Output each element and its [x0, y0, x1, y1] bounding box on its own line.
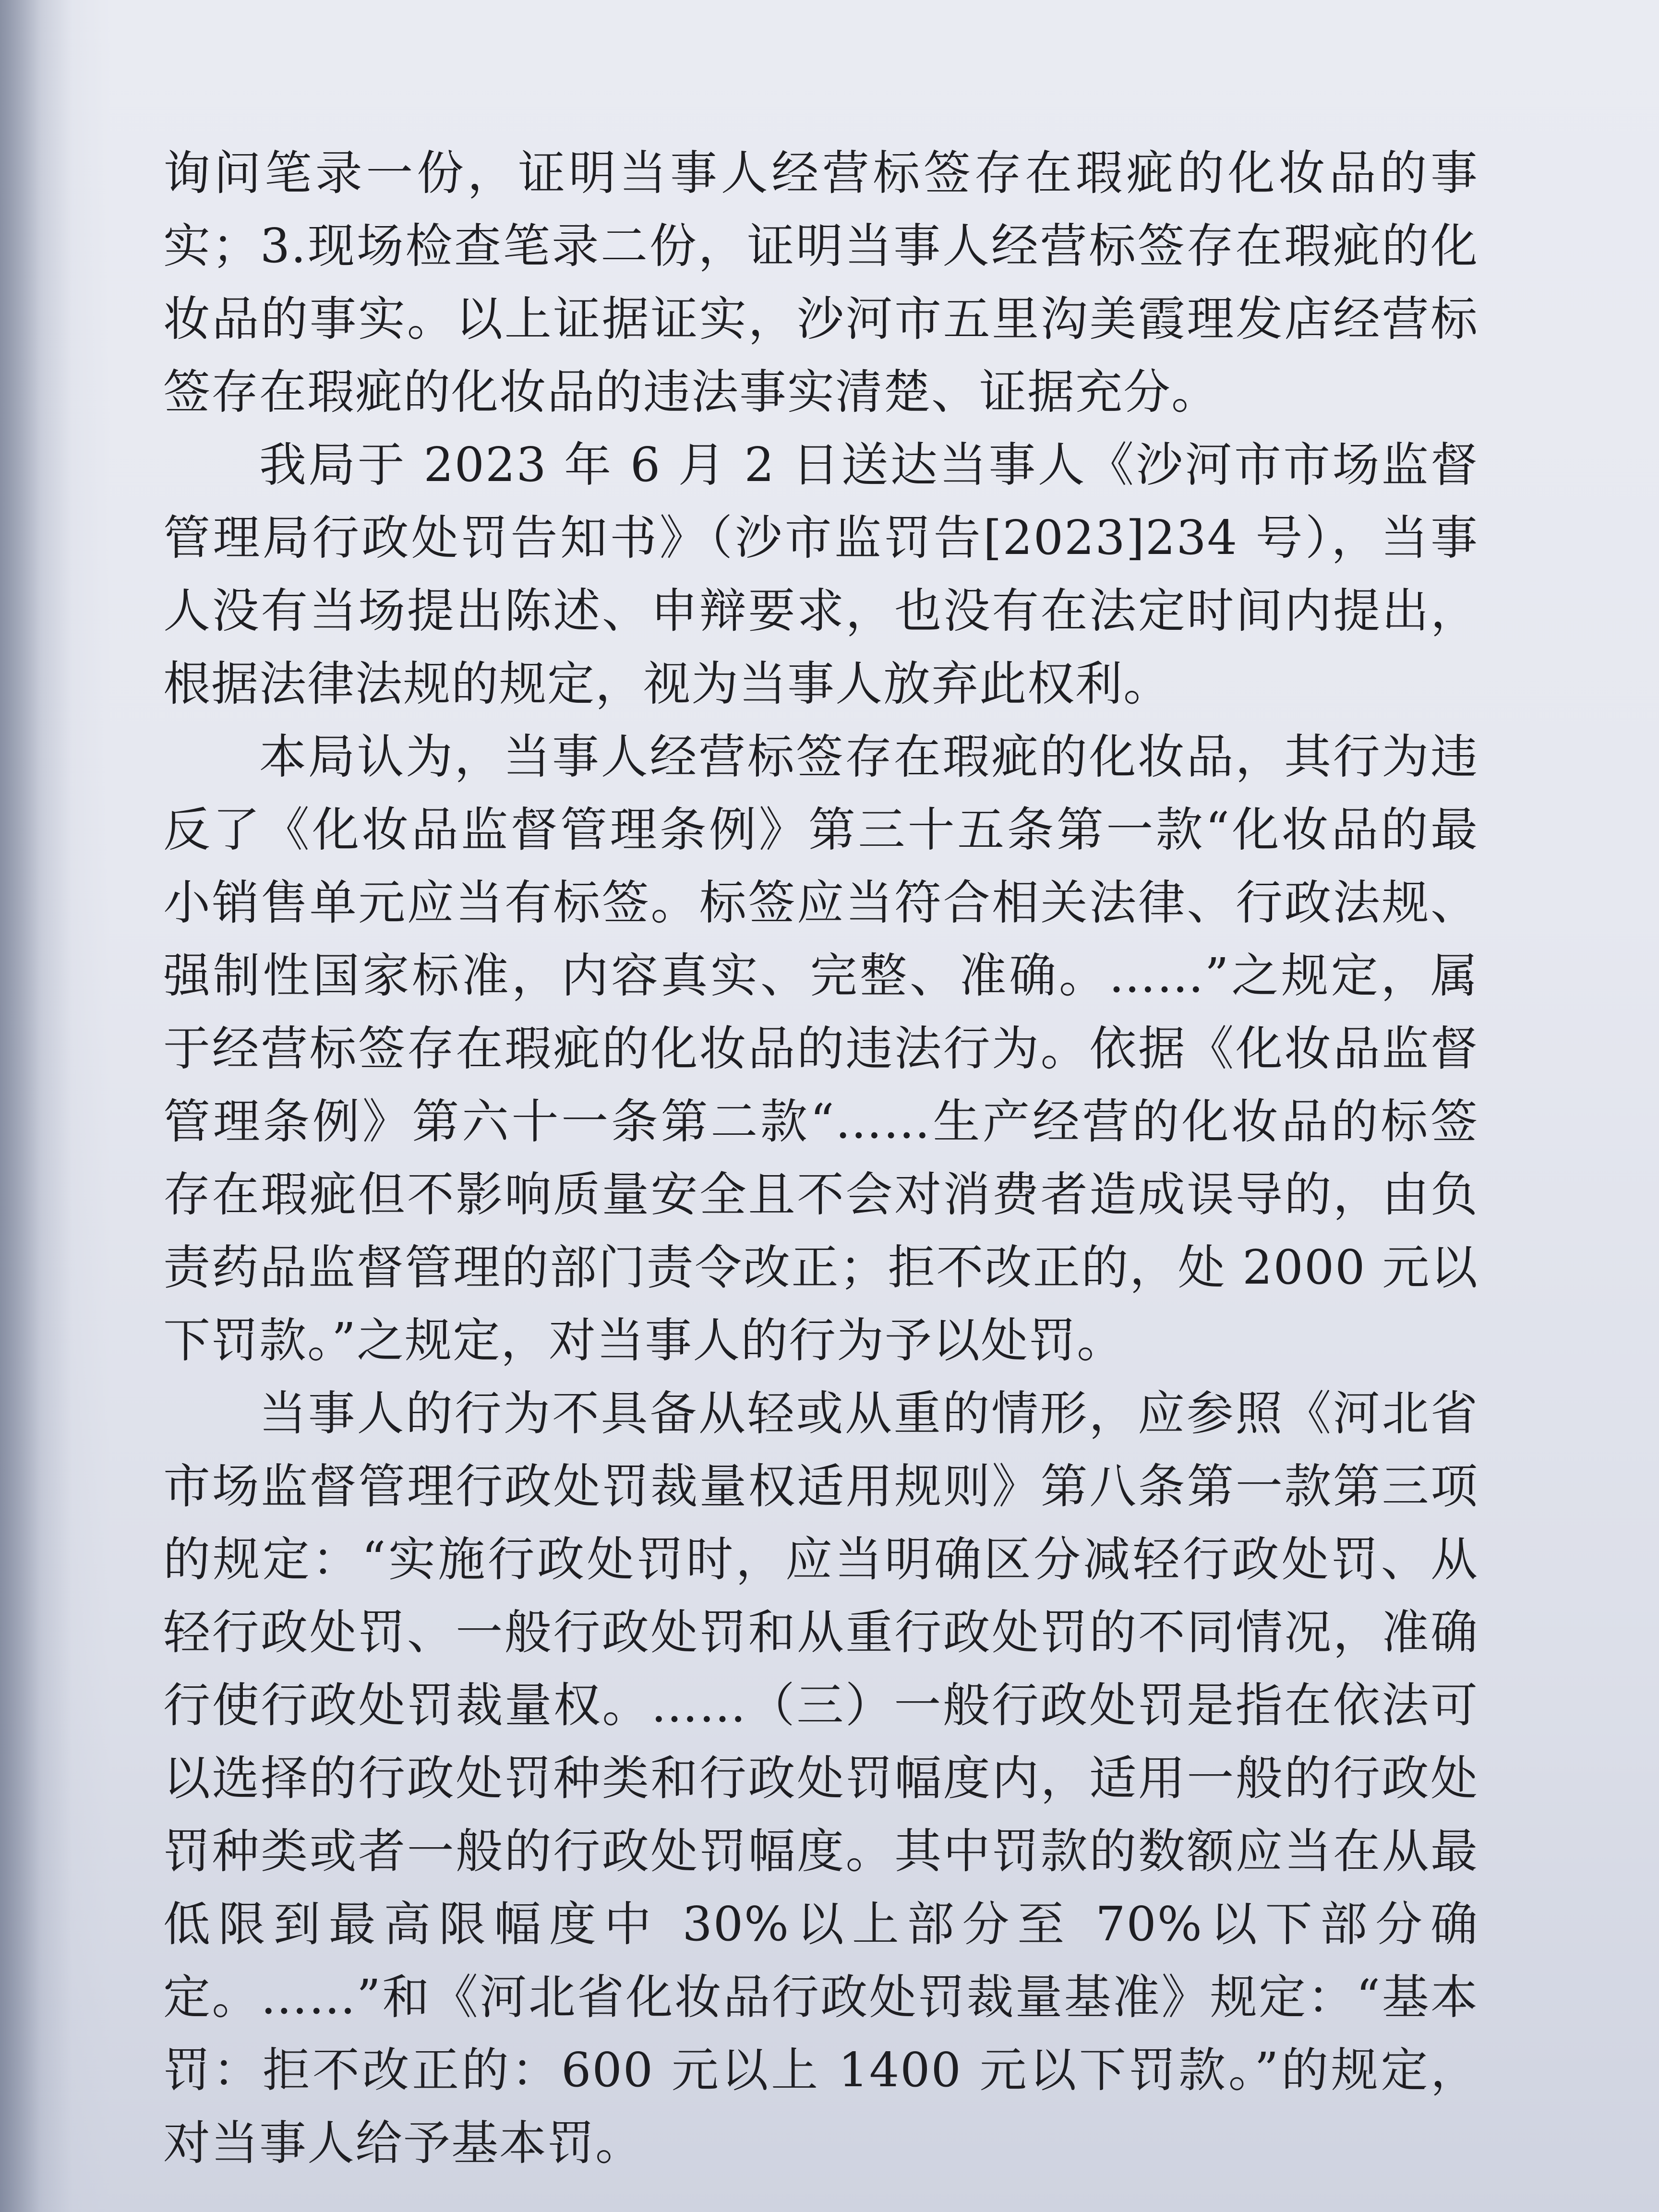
paragraph-notice-delivery: 我局于 2023 年 6 月 2 日送达当事人《沙河市市场监督管理局行政处罚告知书》（沙市监罚告[2023]234 号），当事人没有当场提出陈述、申辩要求，也没有在法定时间内提出，根据法律法规的规定，视为当事人放弃此权利。 — [163, 438, 1479, 711]
paragraph-penalty-discretion: 当事人的行为不具备从轻或从重的情形，应参照《河北省市场监督管理行政处罚裁量权适用规则》第八条第一款第三项的规定：“实施行政处罚时，应当明确区分减轻行政处罚、从轻行政处罚、一般行政处罚和从重行政处罚的不同情况，准确行使行政处罚裁量权。……（三）一般行政处罚是指在依法可以选择的行政处罚种类和行政处罚幅度内，适用一般的行政处罚种类或者一般的行政处罚幅度。其中罚款的数额应当在从最低限到最高限幅度中 30%以上部分至 70%以下部分确定。……”和《河北省化妆品行政处罚裁量基准》规定：“基本罚：拒不改正的：600 元以上 1400 元以下罚款。”的规定，对当事人给予基本罚。 — [163, 1386, 1479, 2171]
binding-shadow — [0, 0, 72, 2212]
paragraph-legal-analysis: 本局认为，当事人经营标签存在瑕疵的化妆品，其行为违反了《化妆品监督管理条例》第三十五条第一款“化妆品的最小销售单元应当有标签。标签应当符合相关法律、行政法规、强制性国家标准，内容真实、完整、准确。……”之规定，属于经营标签存在瑕疵的化妆品的违法行为。依据《化妆品监督管理条例》第六十一条第二款“……生产经营的化妆品的标签存在瑕疵但不影响质量安全且不会对消费者造成误导的，由负责药品监督管理的部门责令改正；拒不改正的，处 2000 元以下罚款。”之规定，对当事人的行为予以处罚。 — [163, 730, 1479, 1368]
paragraph-evidence: 询问笔录一份，证明当事人经营标签存在瑕疵的化妆品的事实；3.现场检查笔录二份，证明当事人经营标签存在瑕疵的化妆品的事实。以上证据证实，沙河市五里沟美霞理发店经营标签存在瑕疵的化妆品的违法事实清楚、证据充分。 — [163, 146, 1479, 420]
document-body — [163, 137, 1479, 2180]
